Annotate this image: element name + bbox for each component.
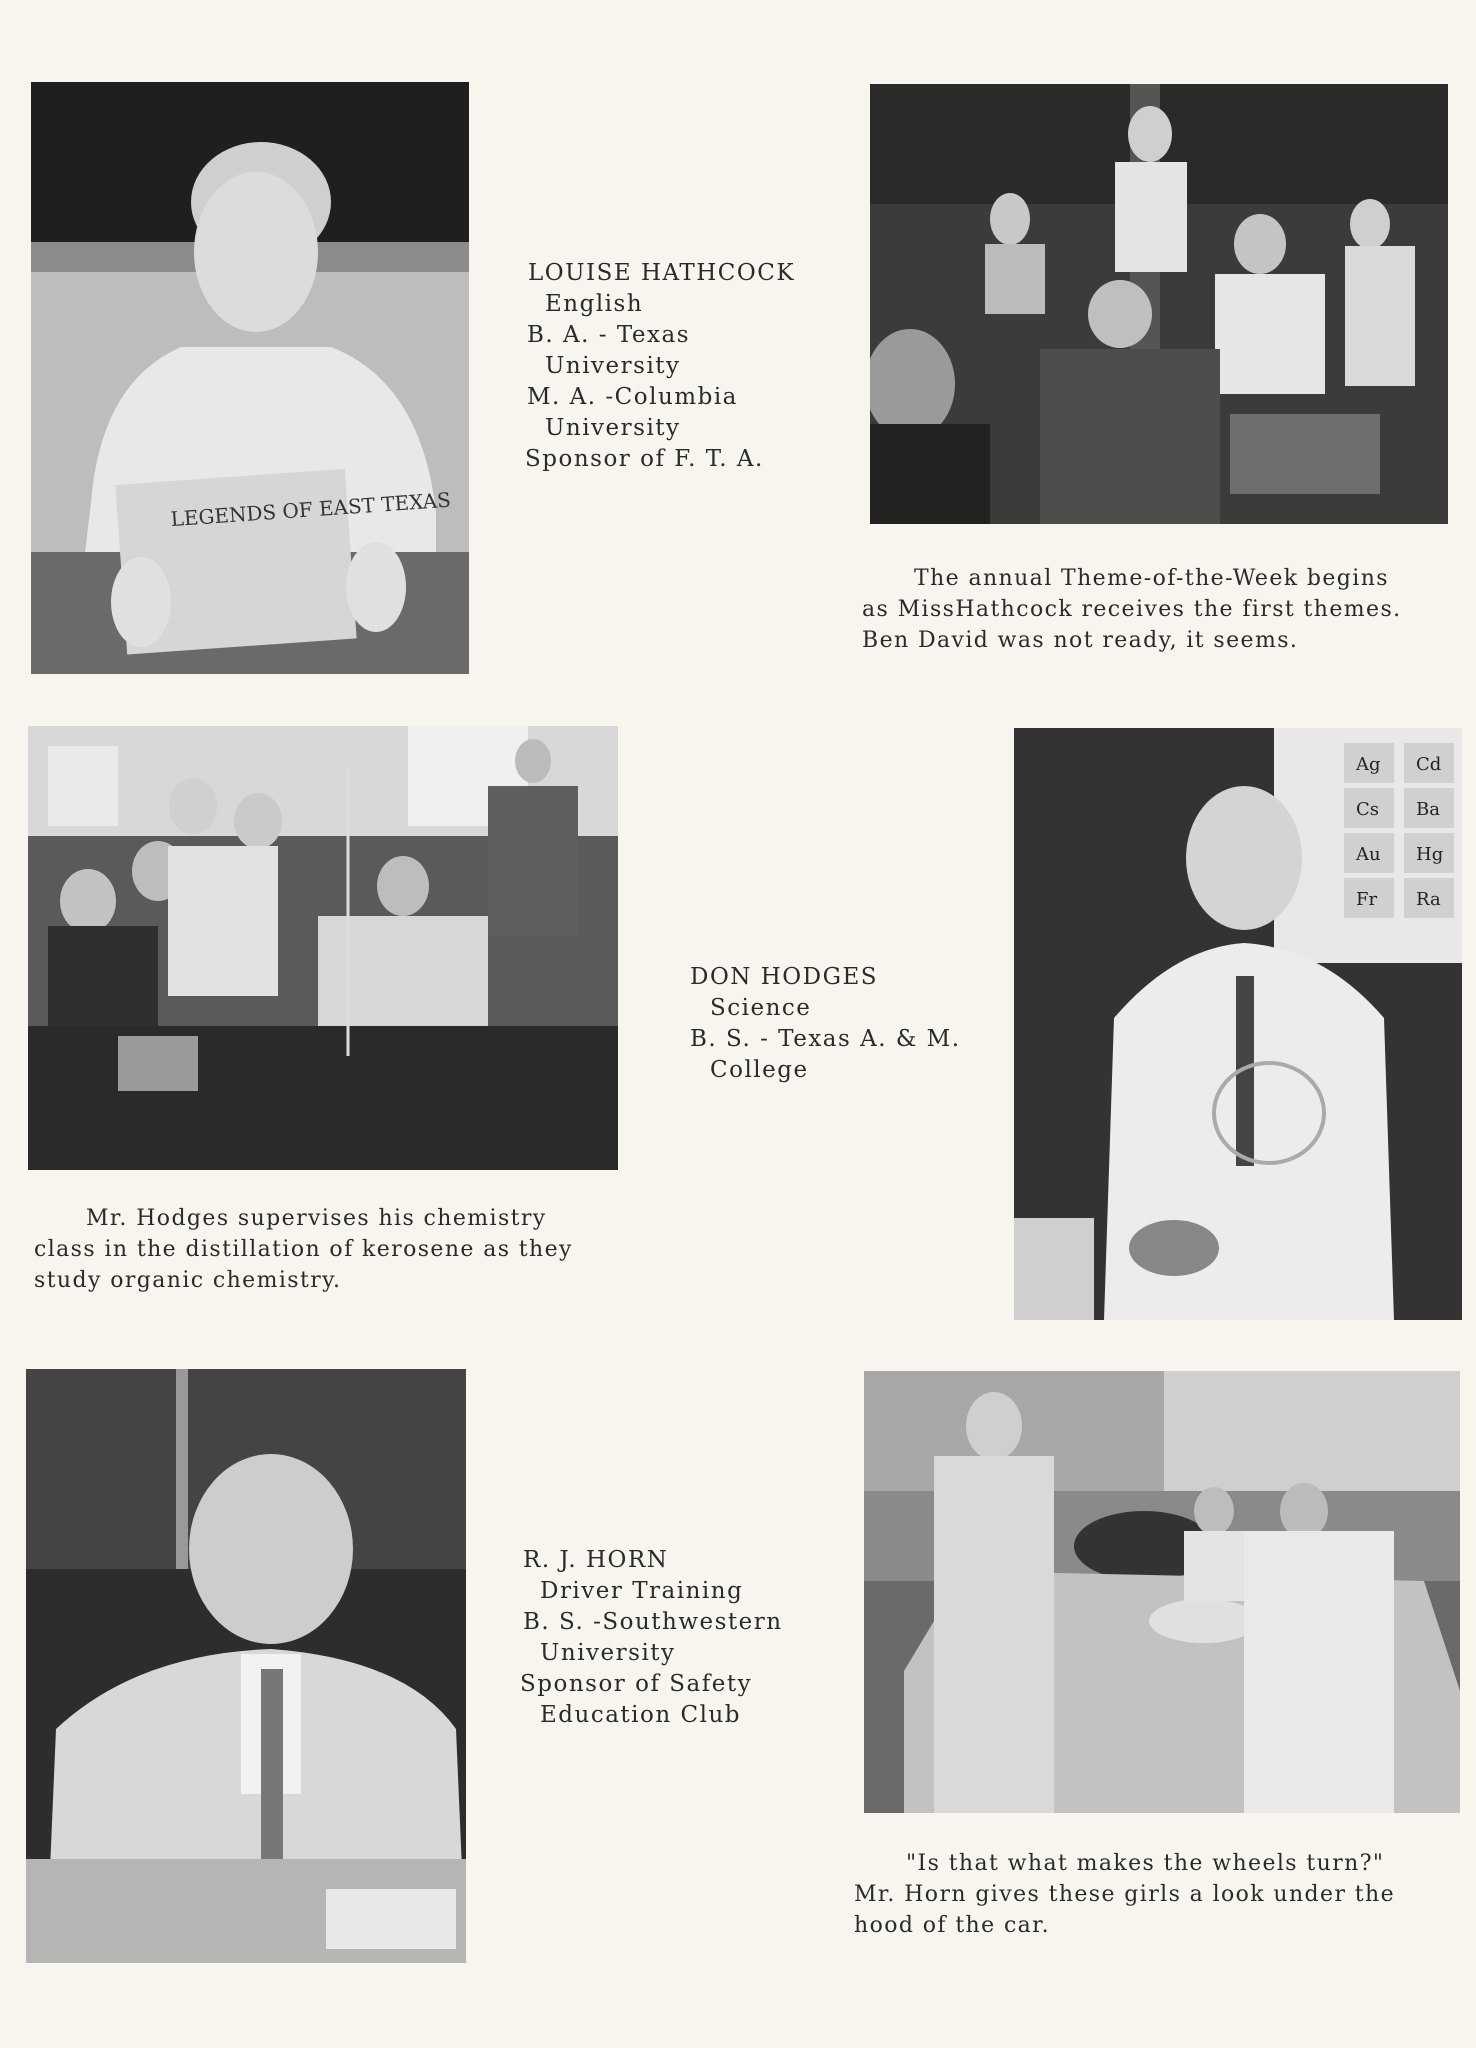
caption-car bbox=[854, 1848, 1454, 1941]
photo-classroom-themes bbox=[870, 84, 1448, 524]
element-au-label: Au bbox=[1356, 844, 1381, 865]
caption-theme-week bbox=[862, 563, 1452, 656]
element-cs-label: Cs bbox=[1356, 799, 1380, 820]
photo-chemistry-lab bbox=[28, 726, 618, 1170]
caption-line: class in the distillation of kerosene as they bbox=[34, 1237, 573, 1262]
teacher-name: LOUISE HATHCOCK bbox=[528, 260, 795, 286]
teacher-sponsor: Sponsor of F. T. A. bbox=[525, 446, 764, 472]
caption-line: "Is that what makes the wheels turn?" bbox=[906, 1851, 1385, 1876]
element-cd-label: Cd bbox=[1416, 754, 1442, 775]
caption-line: study organic chemistry. bbox=[34, 1268, 342, 1293]
teacher-subject: Science bbox=[710, 995, 812, 1021]
teacher-name: DON HODGES bbox=[690, 964, 879, 990]
element-ba-label: Ba bbox=[1416, 799, 1440, 820]
caption-line: hood of the car. bbox=[854, 1913, 1051, 1938]
caption-line: as MissHathcock receives the first themes. bbox=[862, 597, 1402, 622]
bio-louise-hathcock bbox=[525, 258, 795, 475]
caption-line: The annual Theme-of-the-Week begins bbox=[914, 566, 1389, 591]
teacher-subject: Driver Training bbox=[540, 1578, 744, 1604]
teacher-degree: B. S. - Texas A. & M. bbox=[690, 1026, 961, 1052]
caption-line: Mr. Horn gives these girls a look under the bbox=[854, 1882, 1395, 1907]
bio-rj-horn bbox=[520, 1545, 783, 1731]
teacher-sponsor: Sponsor of Safety bbox=[520, 1671, 753, 1697]
photo-hathcock-portrait bbox=[31, 82, 469, 674]
teacher-school: University bbox=[545, 353, 681, 379]
book-title-text: LEGENDS OF EAST TEXAS bbox=[169, 487, 452, 532]
teacher-name: R. J. HORN bbox=[523, 1547, 669, 1573]
element-fr-label: Fr bbox=[1356, 889, 1378, 910]
photo-car-hood bbox=[864, 1371, 1460, 1813]
bio-don-hodges bbox=[690, 962, 961, 1086]
teacher-degree: M. A. -Columbia bbox=[527, 384, 738, 410]
teacher-degree: B. S. -Southwestern bbox=[523, 1609, 783, 1635]
element-hg-label: Hg bbox=[1416, 844, 1444, 865]
photo-hodges-portrait bbox=[1014, 728, 1462, 1320]
teacher-school: University bbox=[540, 1640, 676, 1666]
teacher-subject: English bbox=[545, 291, 644, 317]
teacher-degree: B. A. - Texas bbox=[527, 322, 690, 348]
caption-line: Mr. Hodges supervises his chemistry bbox=[86, 1206, 547, 1231]
teacher-school: University bbox=[545, 415, 681, 441]
element-ag-label: Ag bbox=[1356, 754, 1381, 775]
photo-horn-portrait bbox=[26, 1369, 466, 1963]
element-ra-label: Ra bbox=[1416, 889, 1441, 910]
teacher-sponsor: Education Club bbox=[540, 1702, 741, 1728]
teacher-school: College bbox=[710, 1057, 809, 1083]
caption-chemistry bbox=[34, 1203, 624, 1296]
caption-line: Ben David was not ready, it seems. bbox=[862, 628, 1299, 653]
